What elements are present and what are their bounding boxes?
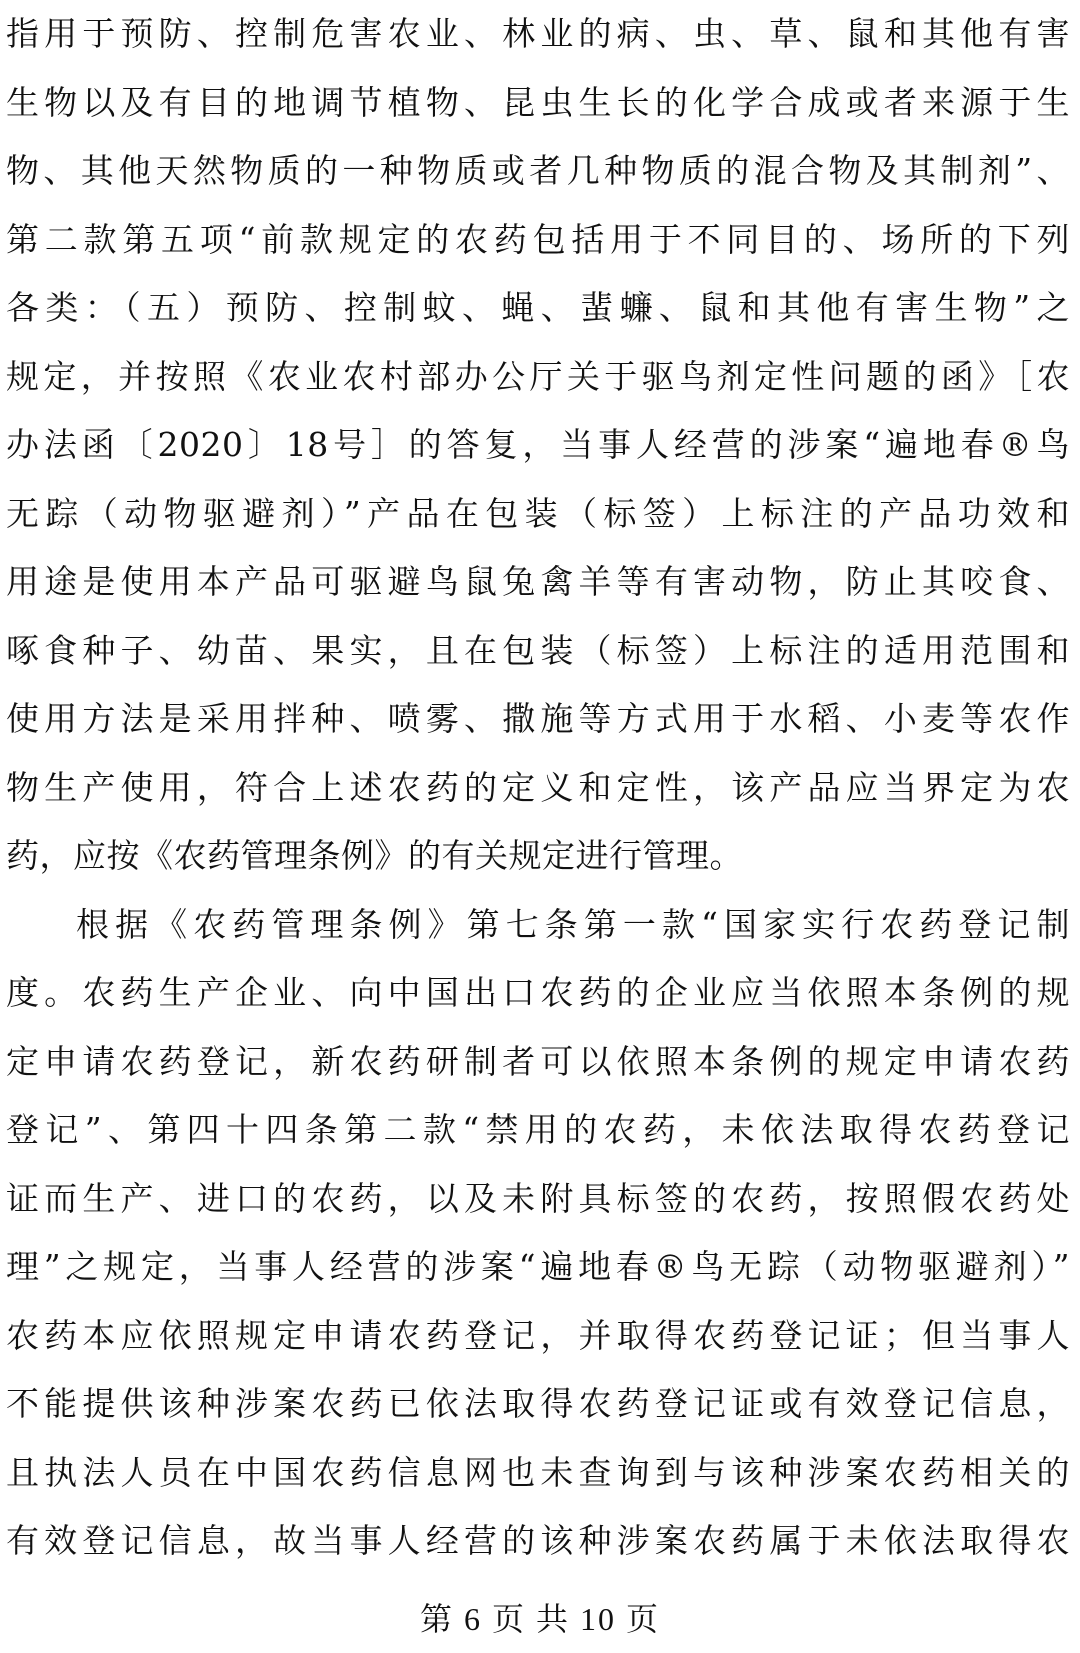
page-number-footer: 第 6 页 共 10 页 <box>419 1601 660 1637</box>
text-line: 规定，并按照《农业农村部办公厅关于驱鸟剂定性问题的函》［农 <box>6 356 1070 396</box>
text-line: 物、其他天然物质的一种物质或者几种物质的混合物及其制剂”、 <box>6 151 1070 190</box>
text-line: 证而生产、进口的农药，以及未附具标签的农药，按照假农药处 <box>6 1178 1070 1218</box>
text-line: 指用于预防、控制危害农业、林业的病、虫、草、鼠和其他有害 <box>6 14 1070 53</box>
text-line: 农药本应依照规定申请农药登记，并取得农药登记证；但当事人 <box>6 1315 1070 1355</box>
text-line: 生物以及有目的地调节植物、昆虫生长的化学合成或者来源于生 <box>6 82 1070 122</box>
text-line: 有效登记信息，故当事人经营的该种涉案农药属于未依法取得农 <box>6 1521 1070 1560</box>
text-line: 且执法人员在中国农药信息网也未查询到与该种涉案农药相关的 <box>6 1452 1070 1492</box>
text-line: 各类：（五）预防、控制蚊、蝇、蜚蠊、鼠和其他有害生物”之 <box>6 288 1070 327</box>
body-text <box>6 0 1070 1576</box>
text-line: 定申请农药登记，新农药研制者可以依照本条例的规定申请农药 <box>6 1041 1070 1081</box>
text-line: 用途是使用本产品可驱避鸟鼠兔禽羊等有害动物，防止其咬食、 <box>6 562 1070 601</box>
text-line: 办法函〔2020〕18号］的答复，当事人经营的涉案“遍地春®鸟 <box>6 425 1070 464</box>
text-line: 物生产使用，符合上述农药的定义和定性，该产品应当界定为农 <box>6 767 1070 807</box>
text-line: 无踪（动物驱避剂）”产品在包装（标签）上标注的产品功效和 <box>6 493 1070 533</box>
text-line: 度。农药生产企业、向中国出口农药的企业应当依照本条例的规 <box>6 973 1070 1012</box>
text-line: 第二款第五项“前款规定的农药包括用于不同目的、场所的下列 <box>6 219 1070 259</box>
text-line: 登记”、第四十四条第二款“禁用的农药，未依法取得农药登记 <box>6 1110 1070 1149</box>
text-line: 理”之规定，当事人经营的涉案“遍地春®鸟无踪（动物驱避剂）” <box>6 1247 1070 1286</box>
paragraph-start-line: 根据《农药管理条例》第七条第一款“国家实行农药登记制 <box>76 904 1070 944</box>
text-line: 啄食种子、幼苗、果实，且在包装（标签）上标注的适用范围和 <box>6 630 1070 670</box>
text-line: 药，应按《农药管理条例》的有关规定进行管理。 <box>6 836 743 875</box>
text-line: 不能提供该种涉案农药已依法取得农药登记证或有效登记信息， <box>6 1384 1070 1423</box>
text-line: 使用方法是采用拌种、喷雾、撒施等方式用于水稻、小麦等农作 <box>6 699 1070 738</box>
